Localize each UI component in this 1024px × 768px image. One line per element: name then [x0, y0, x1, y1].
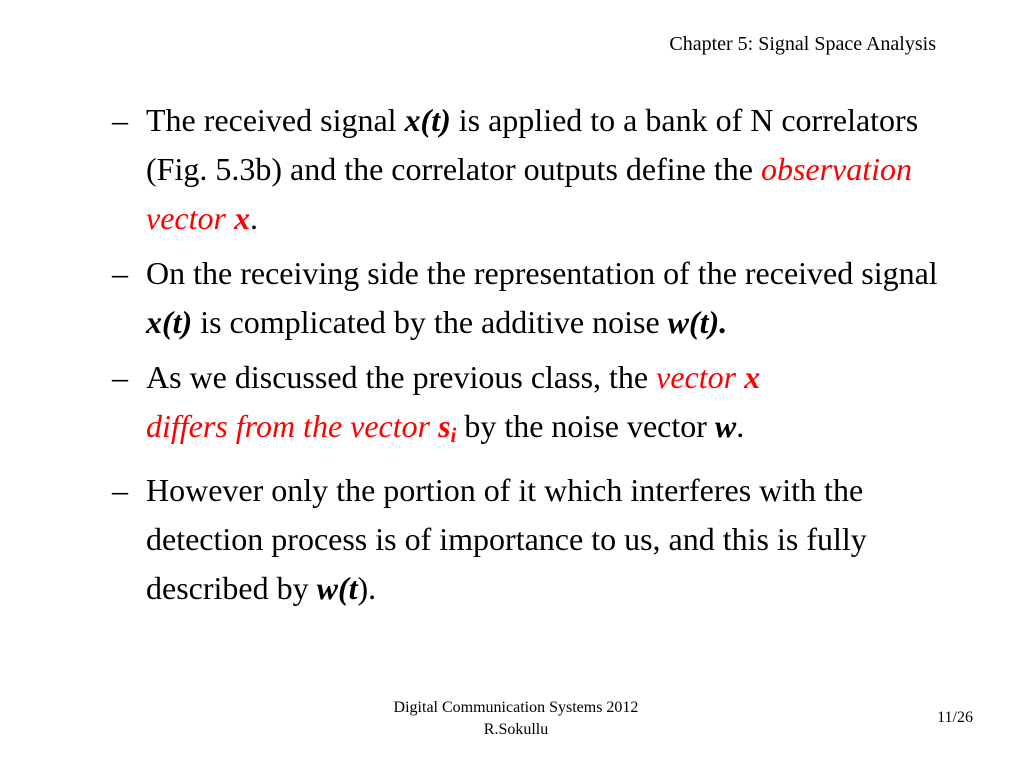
footer-author: R.Sokullu	[483, 721, 549, 738]
bullet-dash: –	[112, 102, 128, 138]
space	[226, 200, 234, 236]
noise-vector-symbol: w	[714, 408, 737, 444]
slide-header-title: Chapter 5: Signal Space Analysis	[669, 33, 936, 55]
bullet-text: However only the portion of it which interferes with the detection process is of importance to us, and this is fully described by	[146, 472, 867, 607]
subscript-i: i	[450, 424, 457, 448]
page-number: 11/26	[937, 709, 973, 726]
received-signal-term: x(t)	[404, 102, 451, 138]
bullet-item	[112, 96, 962, 243]
vector-term: vector	[656, 359, 737, 395]
vector-x-symbol: x	[233, 200, 250, 236]
footer-course: Digital Communication Systems 2012	[393, 699, 639, 716]
vector-x-symbol: x	[744, 359, 761, 395]
bullet-text: On the receiving side the representation of the received signal	[146, 255, 938, 291]
noise-term: w(t).	[667, 304, 728, 340]
bullet-item	[112, 353, 962, 460]
vector-s-symbol: $s_i$	[438, 408, 457, 448]
noise-term: w(t	[316, 570, 358, 607]
observation-vector-term: observation vector	[146, 151, 913, 236]
bullet-text: As we discussed the previous class, the	[146, 359, 657, 395]
bullet-text-end: .	[249, 200, 258, 236]
bullet-item	[112, 249, 962, 347]
slide-footer	[0, 697, 1024, 741]
bullet-dash: –	[112, 472, 128, 509]
bullet-list	[112, 96, 962, 619]
bullet-text: is applied to a bank of N correlators (Fig. 5.3b) and the correlator outputs define the	[146, 102, 919, 187]
received-signal-term: x(t)	[146, 304, 193, 340]
bullet-text: is complicated by the additive noise	[192, 304, 668, 340]
bullet-text: by the noise vector	[456, 408, 715, 444]
space	[736, 359, 744, 395]
bullet-dash: –	[112, 359, 128, 395]
bullet-item	[112, 466, 962, 613]
bullet-text: The received signal	[146, 102, 405, 138]
bullet-dash: –	[112, 255, 128, 291]
differs-phrase: differs from the vector	[146, 408, 431, 444]
bullet-text-end: .	[736, 408, 745, 444]
bullet-text-end: ).	[357, 570, 377, 607]
